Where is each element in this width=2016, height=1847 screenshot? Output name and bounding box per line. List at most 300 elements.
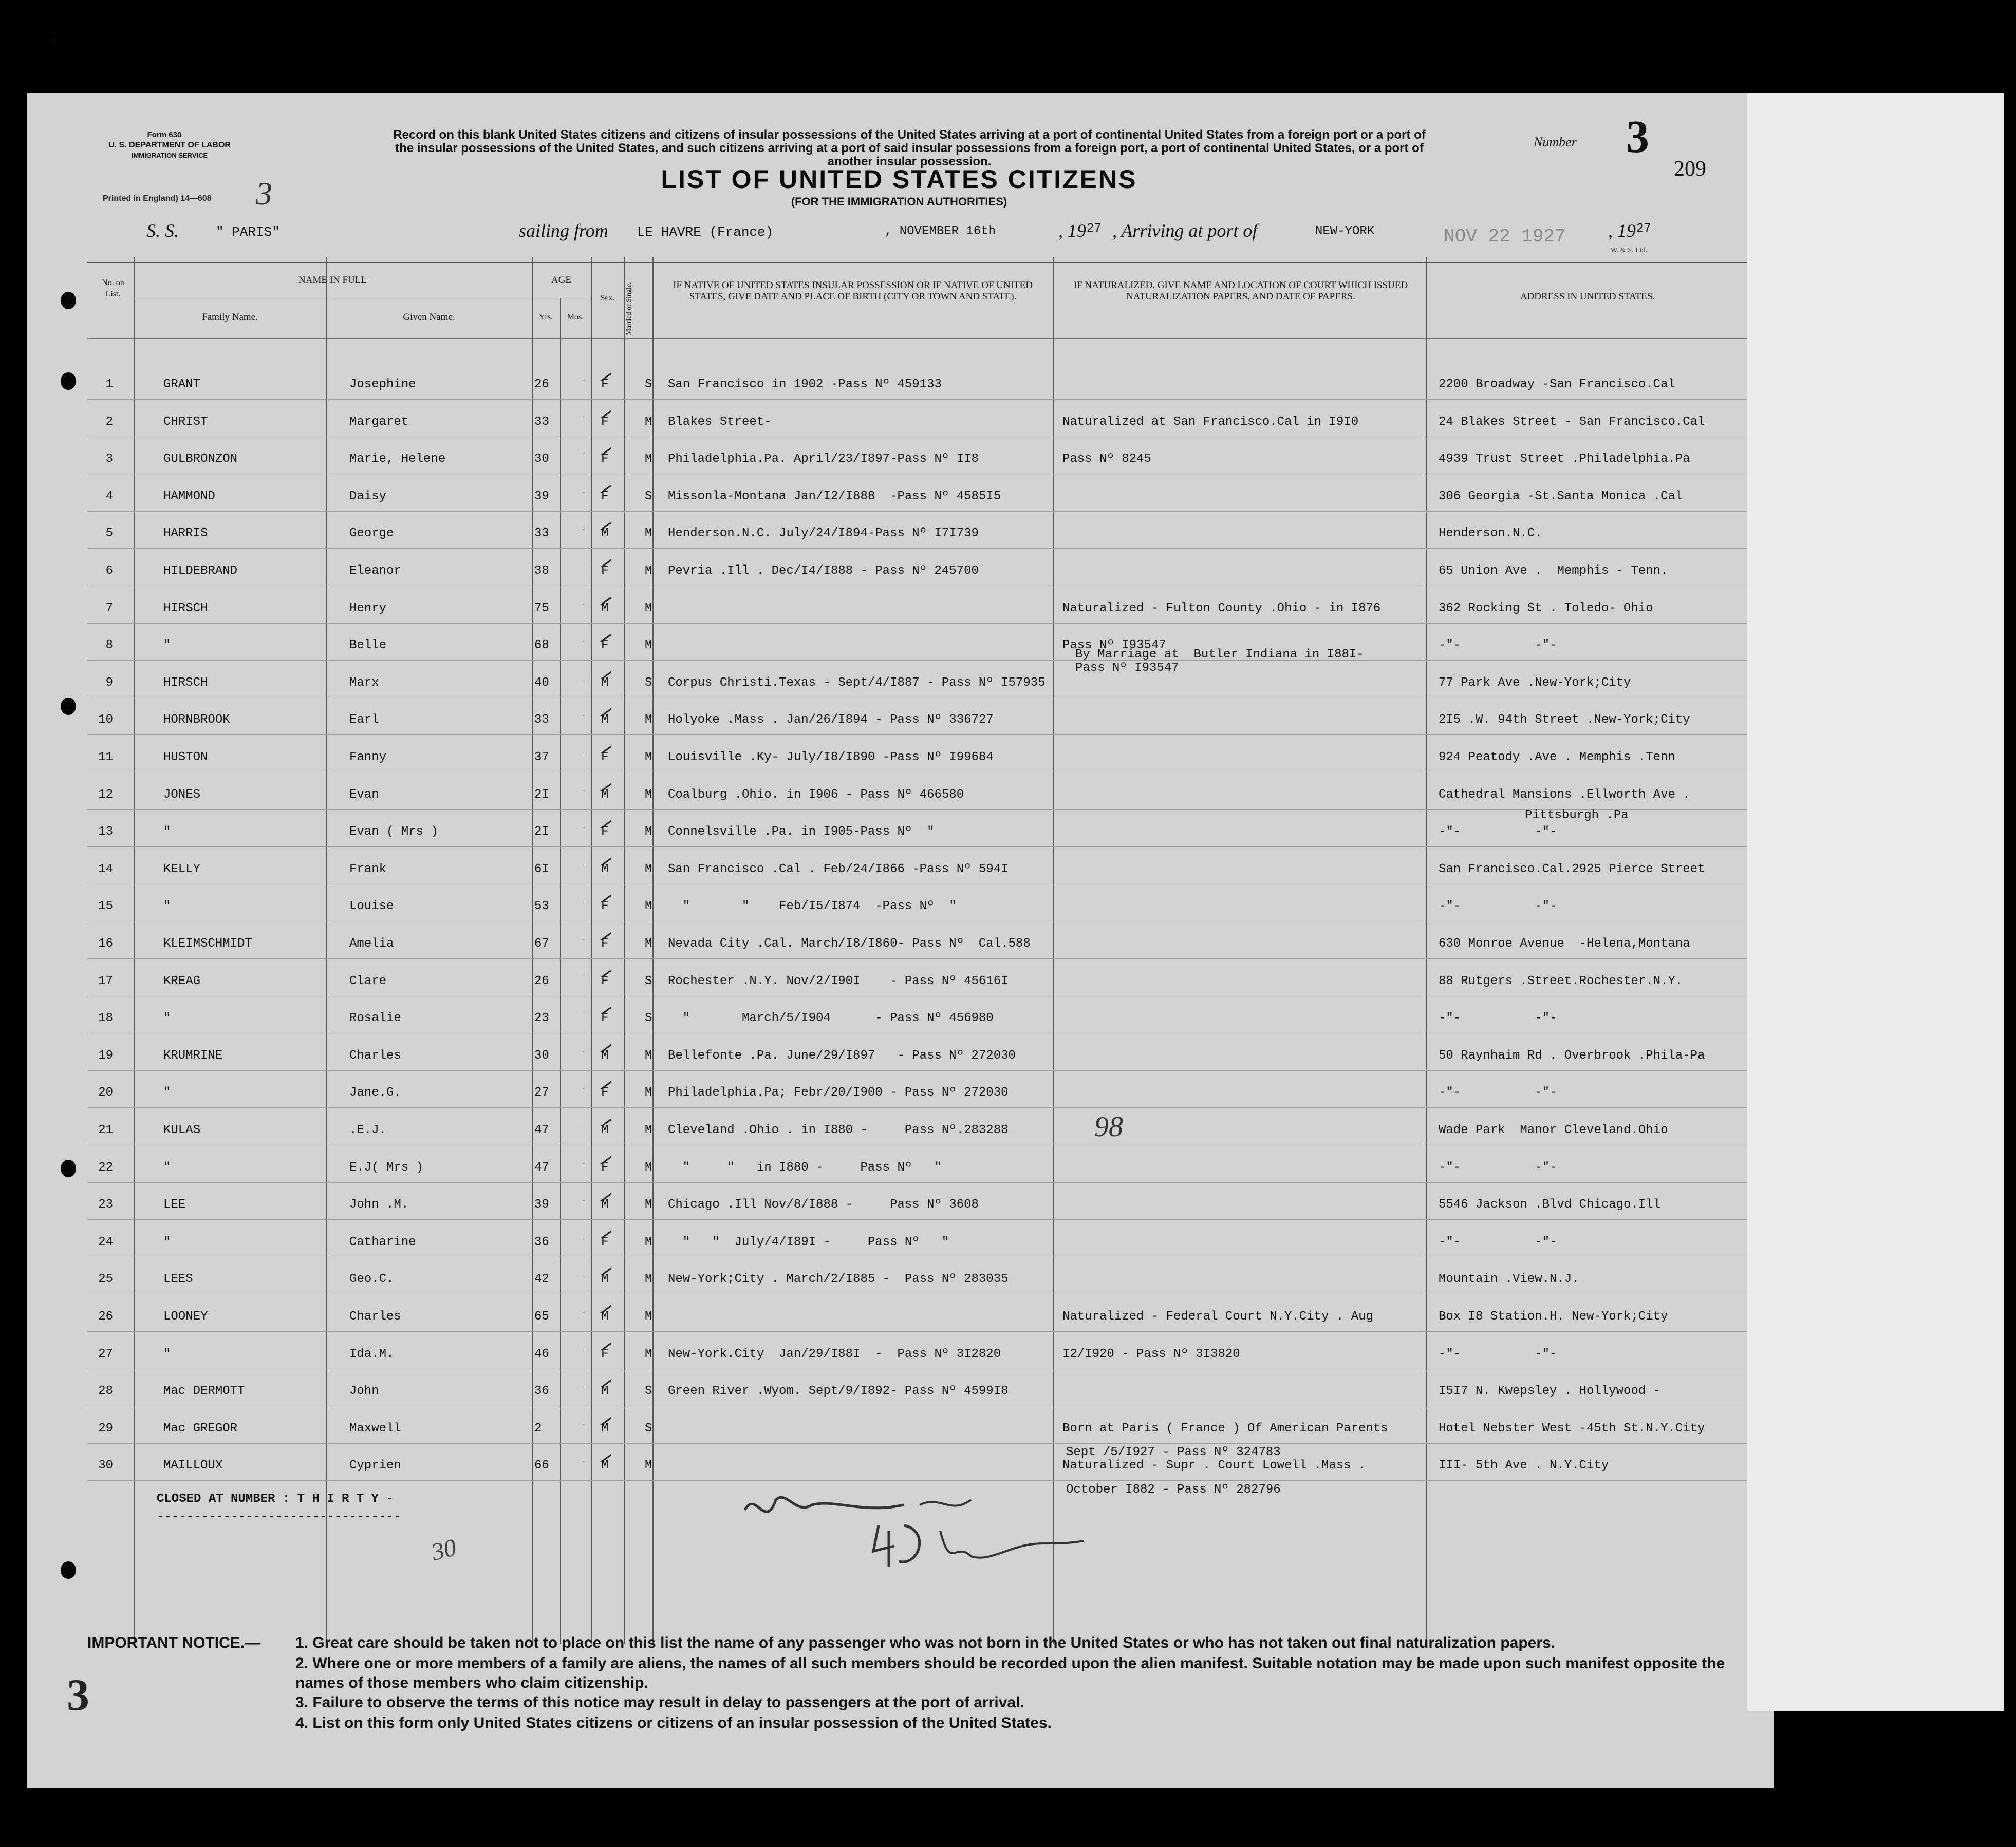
marital-status: M [645,1347,652,1361]
row-number: 11 [98,750,113,764]
marital-status: M [645,750,652,764]
sex: M [601,1459,609,1473]
check-mark [581,701,611,716]
notice-item: 1. Great care should be taken not to place on this list the name of any passenger who was not born in the United States or who has not taken out final naturalization papers. [295,1634,1556,1651]
marital-status: M [645,526,652,541]
column-divider [560,298,561,1644]
birth-details: Green River .Wyom. Sept/9/I892- Pass Nº 4599I8 [668,1384,1009,1399]
address: 65 Union Ave . Memphis - Tenn. [1439,564,1668,578]
family-name: " [163,1011,171,1026]
printed-note: Printed in England) 14—608 [103,194,212,203]
sex: F [601,750,609,764]
family-name: HORNBROOK [163,713,230,727]
column-divider [1426,257,1427,1644]
given-name: Charles [349,1048,401,1063]
given-name: Charles [349,1310,401,1324]
given-name: Eleanor [349,564,401,578]
number-label: Number [1534,135,1577,149]
row-number: 14 [98,862,113,876]
sex: M [601,526,609,541]
family-name: " [163,638,171,653]
col-header-no: No. on List. [102,278,124,298]
birth-details: Philadelphia.Pa; Febr/20/I900 - Pass Nº 272030 [668,1086,1009,1100]
birth-details: Corpus Christi.Texas - Sept/4/I887 - Pass Nº I57935 [668,675,1046,690]
age: 27 [534,1086,549,1100]
birth-details: " " July/4/I89I - Pass Nº " [668,1235,949,1249]
marital-status: S [645,1011,652,1026]
sex: F [601,899,609,914]
row-number: 26 [98,1310,113,1324]
column-divider [326,257,327,1644]
family-name: " [163,1347,171,1361]
family-name: HUSTON [163,750,208,764]
naturalization-detail: Pass Nº I93547 [1075,661,1179,675]
given-name: Belle [349,638,387,653]
sex: M [601,601,609,615]
address: Cathedral Mansions .Ellworth Ave . [1439,787,1690,802]
check-mark [581,552,611,567]
address: 4939 Trust Street .Philadelphia.Pa [1439,452,1690,466]
address: 24 Blakes Street - San Francisco.Cal [1439,414,1705,429]
ss-label: S. S. [146,220,179,241]
check-mark [581,365,611,381]
marital-status: M [645,1123,652,1137]
row-rule [87,660,1747,661]
given-name: John [349,1384,379,1399]
address: 306 Georgia -St.Santa Monica .Cal [1439,489,1683,503]
column-divider [1053,257,1054,1644]
family-name: " [163,825,171,839]
given-name: Maxwell [349,1421,401,1436]
birth-details: San Francisco in 1902 -Pass Nº 459133 [668,378,942,391]
given-name: John .M. [349,1198,409,1212]
family-name: " [163,1235,171,1249]
row-rule [87,1443,1747,1444]
family-name: HIRSCH [163,675,208,690]
check-mark [581,514,611,530]
age: 26 [534,974,549,988]
check-mark [581,850,611,865]
punch-hole [61,1561,76,1579]
row-number: 21 [98,1123,113,1137]
birth-details: Blakes Street- [668,414,772,429]
arriving-label: , Arriving at port of [1112,220,1258,241]
address: 924 Peatody .Ave . Memphis .Tenn [1439,750,1675,764]
check-mark [581,1297,611,1313]
ship-name: " PARIS" [216,224,280,240]
family-name: HARRIS [163,526,208,541]
notice-heading: IMPORTANT NOTICE.— [87,1634,260,1651]
address: -"- -"- [1439,638,1557,653]
naturalization-detail: By Marriage at Butler Indiana in I88I- [1075,648,1364,662]
address: -"- -"- [1439,1235,1557,1249]
birth-details: Henderson.N.C. July/24/I894-Pass Nº I7I739 [668,526,979,541]
marital-status: M [645,601,652,615]
sex: F [601,414,609,429]
given-name: Evan [349,787,379,802]
family-name: " [163,899,171,914]
marital-status: M [645,638,652,653]
age: 46 [534,1347,549,1361]
row-number: 4 [105,489,113,503]
marital-status: S [645,489,652,503]
age: 39 [534,489,549,503]
punch-hole [52,37,58,43]
birth-details: Philadelphia.Pa. April/23/I897-Pass Nº II8 [668,452,979,466]
row-number: 8 [105,638,113,653]
family-name: LOONEY [163,1310,208,1324]
address: 77 Park Ave .New-York;City [1439,675,1631,690]
check-mark [581,738,611,753]
check-mark [581,1036,611,1052]
address: -"- -"- [1439,1086,1557,1100]
marital-status: M [645,825,652,839]
check-mark [581,664,611,679]
sex: F [601,1011,609,1026]
form-number: Form 630 [147,130,182,139]
column-divider [591,257,592,1644]
family-name: Mac GREGOR [163,1421,238,1436]
marital-status: S [645,675,652,690]
closing-rule: --------------------------------- [157,1510,401,1524]
row-number: 12 [98,787,113,802]
sex: F [601,1347,609,1361]
address: Mountain .View.N.J. [1439,1272,1579,1287]
birth-details: Coalburg .Ohio. in I906 - Pass Nº 466580 [668,787,964,802]
check-mark [581,776,611,791]
address: I5I7 N. Kwepsley . Hollywood - [1439,1384,1661,1399]
marital-status: M [645,1235,652,1249]
naturalization-details: Naturalized - Fulton County .Ohio - in I876 [1062,601,1381,615]
row-rule [87,511,1747,512]
birth-details: Connelsville .Pa. in I905-Pass Nº " [668,825,935,839]
number-value: 3 [1626,111,1649,162]
col-header-family: Family Name. [202,312,258,323]
check-mark [581,477,611,493]
age: 30 [534,452,549,466]
marital-status: M [645,1272,652,1287]
row-number: 2 [105,414,113,429]
marital-status: M [645,564,652,578]
column-divider [134,257,135,1644]
family-name: KREAG [163,974,201,988]
row-rule [87,958,1747,959]
age: 33 [534,414,549,429]
age: 2I [534,825,549,839]
age: 2I [534,787,549,802]
row-number: 24 [98,1235,113,1249]
check-mark [581,1111,611,1126]
given-name: .E.J. [349,1123,387,1137]
row-number: 13 [98,825,113,839]
given-name: George [349,526,394,541]
table-top-border [87,262,1747,263]
family-name: KLEIMSCHMIDT [163,937,252,951]
address: 362 Rocking St . Toledo- Ohio [1439,601,1653,615]
family-name: JONES [163,787,201,802]
family-name: KULAS [163,1123,201,1137]
service: IMMIGRATION SERVICE [131,152,208,159]
sex: M [601,675,609,690]
age: 39 [534,1198,549,1212]
given-name: Rosalie [349,1011,401,1026]
sex: F [601,1235,609,1249]
sex: M [601,1123,609,1137]
sex: F [601,937,609,951]
birth-details: Missonla-Montana Jan/I2/I888 -Pass Nº 4585I5 [668,489,1001,503]
row-rule [87,1070,1747,1071]
marital-status: M [645,1310,652,1324]
row-number: 22 [98,1160,113,1175]
family-name: GULBRONZON [163,452,238,466]
punch-hole [61,1160,76,1177]
notice-item: 4. List on this form only United States citizens or citizens of an insular possession of the United States. [295,1714,1052,1731]
row-rule [87,1107,1747,1108]
column-divider [652,257,654,1644]
handwritten-30: 30 [428,1533,459,1567]
sex: M [601,1310,609,1324]
row-number: 5 [105,526,113,541]
address-detail: Pittsburgh .Pa [1525,808,1629,822]
family-name: GRANT [163,378,201,391]
given-name: Evan ( Mrs ) [349,825,438,839]
check-mark [581,813,611,828]
sex: F [601,452,609,466]
col-header-sex: Sex. [600,294,615,303]
birth-details: New-York.City Jan/29/I88I - Pass Nº 3I2820 [668,1347,1001,1361]
address: Henderson.N.C. [1439,526,1542,541]
marital-status: S [645,1384,652,1399]
marital-status: M [645,787,652,802]
age: 47 [534,1160,549,1175]
row-number: 23 [98,1198,113,1212]
sex: F [601,378,609,391]
address: -"- -"- [1439,899,1557,914]
row-rule [87,399,1747,400]
row-rule [87,846,1747,847]
col-header-age: AGE [551,275,572,286]
col-header-native: IF NATIVE OF UNITED STATES INSULAR POSSESSION OR IF NATIVE OF UNITED STATES, GIVE DATE AND PLACE OF BIRTH (CITY OR TOWN AND STATE). [673,280,1033,302]
naturalization-details: Naturalized - Federal Court N.Y.City . Aug [1062,1310,1373,1324]
row-rule [87,1182,1747,1183]
marital-status: M [645,713,652,727]
departure-port: LE HAVRE (France) [637,224,774,240]
col-header-mos: Mos. [567,313,584,322]
sailing-from-label: sailing from [519,220,608,241]
row-number: 16 [98,937,113,951]
row-rule [87,548,1747,549]
row-number: 17 [98,974,113,988]
sex: M [601,1421,609,1436]
birth-details: " " in I880 - Pass Nº " [668,1160,942,1175]
age: 66 [534,1459,549,1473]
check-mark [581,440,611,455]
birth-details: " " Feb/I5/I874 -Pass Nº " [668,899,957,914]
birth-details: Nevada City .Cal. March/I8/I860- Pass Nº Cal.588 [668,937,1031,951]
family-name: HILDEBRAND [163,564,238,578]
family-name: KELLY [163,862,201,876]
handwritten-signature [735,1469,1094,1577]
family-name: LEES [163,1272,193,1287]
handwritten-98: 98 [1094,1111,1123,1143]
family-name: " [163,1160,171,1175]
row-number: 20 [98,1086,113,1100]
given-name: Cyprien [349,1459,401,1473]
row-rule [87,623,1747,624]
row-number: 19 [98,1048,113,1063]
address: Box I8 Station.H. New-York;City [1439,1310,1668,1324]
marital-status: M [645,862,652,876]
row-number: 29 [98,1421,113,1436]
address: 2200 Broadway -San Francisco.Cal [1439,378,1675,391]
age: 67 [534,937,549,951]
age: 38 [534,564,549,578]
address: 88 Rutgers .Street.Rochester.N.Y. [1439,974,1683,988]
given-name: Jane.G. [349,1086,401,1100]
birth-details: San Francisco .Cal . Feb/24/I866 -Pass Nº 594I [668,862,1009,876]
given-name: Frank [349,862,387,876]
naturalization-details: Pass Nº 8245 [1062,452,1151,466]
address: Hotel Nebster West -45th St.N.Y.City [1439,1421,1705,1436]
given-name: Catharine [349,1235,416,1249]
sex: F [601,974,609,988]
age: 37 [534,750,549,764]
row-number: 28 [98,1384,113,1399]
record-instructions: Record on this blank United States citizens and citizens of insular possessions of the United States arriving at a port of continental United States from a foreign port or a port of the insular possessions of the United States, and such citizens arriving at a port of said insular possessions from a foreign port, a port of continental United States, or a port of another insular possession. [393,128,1426,168]
row-rule [87,1219,1747,1220]
naturalization-details: Naturalized - Supr . Court Lowell .Mass . [1062,1459,1366,1473]
given-name: Margaret [349,414,409,429]
birth-details: Chicago .Ill Nov/8/I888 - Pass Nº 3608 [668,1198,979,1212]
row-number: 6 [105,564,113,578]
given-name: Geo.C. [349,1272,394,1287]
sex: M [601,1384,609,1399]
age: 36 [534,1235,549,1249]
year-prefix: , 19 [1058,220,1086,241]
given-name: Marie, Helene [349,452,446,466]
marital-status: S [645,974,652,988]
check-mark [581,1148,611,1164]
row-number: 3 [105,452,113,466]
age: 23 [534,1011,549,1026]
age: 65 [534,1310,549,1324]
family-name: KRUMRINE [163,1048,223,1063]
age: 42 [534,1272,549,1287]
given-name: Daisy [349,489,387,503]
sex: F [601,825,609,839]
row-rule [87,809,1747,810]
given-name: Louise [349,899,394,914]
marital-status: M [645,414,652,429]
age: 33 [534,526,549,541]
age: 33 [534,713,549,727]
age: 68 [534,638,549,653]
given-name: Earl [349,713,379,727]
address: -"- -"- [1439,1011,1557,1026]
check-mark [581,626,611,642]
year-prefix-2: , 19 [1608,220,1636,241]
check-mark [581,1335,611,1350]
given-name: Amelia [349,937,394,951]
marital-status: M [645,1048,652,1063]
marital-status: S [645,378,652,391]
check-mark [581,403,611,418]
marital-status: S [645,1421,652,1436]
given-name: Ida.M. [349,1347,394,1361]
column-divider [624,257,625,1644]
date-stamp: NOV 22 1927 [1444,226,1566,247]
family-name: CHRIST [163,414,208,429]
check-mark [581,1446,611,1462]
notice-item: 2. Where one or more members of a family are aliens, the names of all such members should be recorded upon the alien manifest. Suitable notation may be made upon such manifest opposite the names of those members who claim citizenship. [295,1655,1725,1691]
printer-mark: W. & S. Ltd. [1611,247,1648,254]
row-number: 1 [105,378,113,391]
col-header-married: Married or Single. [625,282,633,335]
row-number: 10 [98,713,113,727]
given-name: E.J( Mrs ) [349,1160,424,1175]
check-mark [581,999,611,1014]
birth-details: " March/5/I904 - Pass Nº 456980 [668,1011,994,1026]
address: 630 Monroe Avenue -Helena,Montana [1439,937,1690,951]
address: -"- -"- [1439,1347,1557,1361]
year: 27 [1087,222,1102,236]
given-name: Marx [349,675,379,690]
birth-details: Cleveland .Ohio . in I880 - Pass Nº.283288 [668,1123,1009,1137]
sex: M [601,1198,609,1212]
naturalization-detail: October I882 - Pass Nº 282796 [1066,1483,1281,1497]
age: 75 [534,601,549,615]
address: 5546 Jackson .Blvd Chicago.Ill [1439,1198,1661,1212]
header-bottom-border [87,338,1747,339]
sex: F [601,1160,609,1175]
row-number: 27 [98,1347,113,1361]
row-number: 30 [98,1459,113,1473]
sex: F [601,1086,609,1100]
given-name: Henry [349,601,387,615]
notice-item: 3. Failure to observe the terms of this notice may result in delay to passengers at the port of arrival. [295,1694,1024,1711]
family-name: Mac DERMOTT [163,1384,245,1399]
check-mark [581,925,611,940]
family-name: LEE [163,1198,186,1212]
family-name: HIRSCH [163,601,208,615]
address: San Francisco.Cal.2925 Pierce Street [1439,862,1705,876]
row-rule [87,734,1747,735]
check-mark [581,589,611,605]
address: -"- -"- [1439,825,1557,839]
departure-date: , NOVEMBER 16th [885,224,996,238]
marital-status: M [645,1459,652,1473]
birth-details: Bellefonte .Pa. June/29/I897 - Pass Nº 272030 [668,1048,1016,1063]
attached-page-edge [1747,93,2004,1711]
sex: M [601,862,609,876]
page-subtitle: (FOR THE IMMIGRATION AUTHORITIES) [791,195,1007,208]
row-rule [87,1331,1747,1332]
page-number: 209 [1674,157,1706,181]
naturalization-details: Naturalized at San Francisco.Cal in I9I0 [1062,414,1359,429]
check-mark [581,887,611,902]
row-number: 7 [105,601,113,615]
birth-details: Holyoke .Mass . Jan/26/I894 - Pass Nº 336727 [668,713,994,727]
given-name: Clare [349,974,387,988]
address: Wade Park Manor Cleveland.Ohio [1439,1123,1668,1137]
family-name: " [163,1086,171,1100]
address: 50 Raynhaim Rd . Overbrook .Phila-Pa [1439,1048,1705,1063]
col-header-naturalized: IF NATURALIZED, GIVE NAME AND LOCATION OF COURT WHICH ISSUED NATURALIZATION PAPERS, AND DATE OF PAPERS. [1073,280,1408,302]
family-name: HAMMOND [163,489,215,503]
address: III- 5th Ave . N.Y.City [1439,1459,1609,1473]
col-header-yrs: Yrs. [538,313,553,322]
age: 47 [534,1123,549,1137]
